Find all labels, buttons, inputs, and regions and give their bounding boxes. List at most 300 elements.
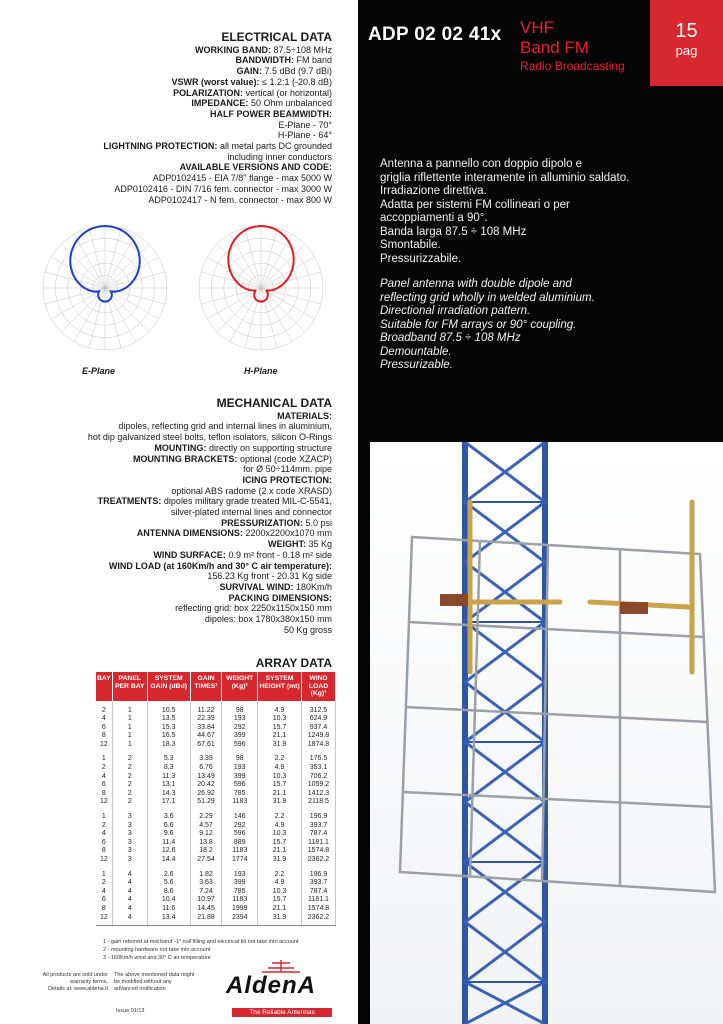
table-cell: 13.49 [190,773,222,782]
icing-value: optional ABS radome (2 x code XRASD) [171,485,332,496]
table-cell: 7.24 [190,888,222,897]
spec-impedance [20,98,332,109]
table-cell: 196.9 [301,871,335,880]
version-3: ADP0102417 - N fem. connector - max 800 W [148,194,332,205]
polar-grid-spoke [245,288,261,348]
table-cell: 1574.8 [301,905,335,914]
spec-value: 0.9 m² front - 0.18 m² side [228,549,332,560]
table-cell: 1181.1 [301,839,335,848]
table-cell: 399 [222,773,258,782]
spec-wind-load [20,561,332,572]
desc-it-line: accoppiamenti a 90°. [380,212,488,224]
table-cell: 21.1 [258,847,302,856]
spec-label: WEIGHT: [267,539,306,550]
col-header: PANEL PER BAY [112,672,147,701]
table-row [96,822,336,831]
table-cell: 1412.3 [301,790,335,799]
table-row [96,732,336,741]
polar-grid-spoke [89,288,105,348]
table-cell: 11.22 [190,707,222,716]
table-cell: 13.8 [190,839,222,848]
table-cell: 1774 [222,856,258,865]
table-cell: 15.7 [258,896,302,905]
spec-label: AVAILABLE VERSIONS AND CODE: [179,162,332,173]
table-row [96,896,336,905]
spec-wind-surface [20,550,332,561]
table-cell: 292 [222,822,258,831]
table-cell: 6 [96,724,112,733]
polar-grid-spoke [261,288,315,319]
table-cell: 1181.1 [301,896,335,905]
polar-grid-spoke [261,288,292,342]
table-row [96,707,336,716]
table-cell: 393.7 [301,879,335,888]
table-cell: 11.4 [147,839,190,848]
e-plane-pattern [40,220,170,365]
table-cell: 1183 [222,798,258,807]
note: 1 - gain referred at mid band -1° null filling and electrical tilt not take into account [103,939,299,945]
table-cell: 1999 [222,905,258,914]
table-cell: 18.3 [147,741,190,750]
spec-label: WORKING BAND: [195,44,271,55]
table-row [96,847,336,856]
table-cell: 16.5 [147,732,190,741]
table-row [96,830,336,839]
desc-en-line: Broadband 87.5 ÷ 108 MHz [380,332,521,344]
table-cell: 1183 [222,847,258,856]
polar-grid-spoke [207,257,261,288]
table-cell: 2 [112,798,147,807]
table-cell: 596 [222,830,258,839]
table-cell: 9.12 [190,830,222,839]
table-row [96,879,336,888]
col-header: WIND LOAD (Kg)³ [301,672,335,701]
warranty-line: All products are sold under [42,972,108,978]
polar-grid-spoke [51,288,105,319]
table-cell: 13.1 [147,781,190,790]
table-cell: 98 [222,707,258,716]
spec-value: 7.5 dBd (9.7 dBi) [264,66,332,77]
spec-value: directly on supporting structure [208,442,332,453]
spec-pressurization [20,518,332,529]
desc-en-line: Pressurizable. [380,359,453,371]
polar-grid-spoke [207,288,261,319]
spec-label: TREATMENTS: [97,496,162,507]
spec-label: MATERIALS: [277,410,332,421]
page-number-box [650,0,723,86]
table-cell: 596 [222,781,258,790]
desc-it-line: Pressurizzabile. [380,252,462,265]
note: 2 - mounting hardware not take into account [103,947,211,953]
spec-materials [20,411,332,422]
polar-grid-spoke [74,288,105,342]
polar-grid-spoke [245,228,261,288]
table-cell: 18.2 [190,847,222,856]
packing-2: dipoles: box 1780x380x150 mm [204,614,332,625]
table-cell: 14.45 [190,905,222,914]
polar-grid-spoke [217,244,261,288]
table-cell: 4.9 [258,822,302,831]
warranty-line: Details at: www.aldena.it [48,986,108,992]
spec-value: vertical (or horizontal) [245,87,332,98]
spec-label: LIGHTNING PROTECTION: [103,141,218,152]
table-cell: 624.9 [301,715,335,724]
desc-en-line: Directional irradiation pattern. [380,305,531,317]
table-cell: 1183 [222,896,258,905]
spec-treatments [20,496,332,507]
table-cell: 2394 [222,914,258,926]
spec-label: POLARIZATION: [173,87,243,98]
table-cell: 21.88 [190,914,222,926]
table-cell: 4 [112,905,147,914]
spec-value: optional (code XZACP) [239,453,332,464]
spec-polarization [20,88,332,99]
spec-icing [20,475,332,486]
table-row [96,856,336,865]
table-cell: 17.1 [147,798,190,807]
spec-weight [20,539,332,550]
polar-grid-spoke [105,244,149,288]
antenna-photo [370,442,723,1024]
desc-en-line: Demountable. [380,345,452,358]
table-cell: 10.97 [190,896,222,905]
table-cell: 8.6 [147,888,190,897]
materials-2: hot dip galvanized steel bolts, teflon isolators, silicon O-Rings [87,432,332,443]
table-cell: 10.3 [258,830,302,839]
table-row [96,888,336,897]
table-cell: 31.9 [258,798,302,807]
table-cell: 4 [112,914,147,926]
spec-label: WIND SURFACE: [153,549,226,560]
spec-beamwidth-e: E-Plane - 70° [278,119,332,130]
spec-beamwidth-h: H-Plane - 64° [277,130,332,141]
version-2: ADP0102416 - DIN 7/16 fem. connector - max 3000 W [114,183,332,194]
table-cell: 6 [96,839,112,848]
table-cell: 2 [96,822,112,831]
spec-vswr [20,77,332,88]
array-header-row [96,672,336,701]
spec-label: ANTENNA DIMENSIONS: [136,528,243,539]
table-cell: 706.2 [301,773,335,782]
polar-grid-spoke [261,288,277,348]
col-header: SYSTEM GAIN (dBd) [147,672,190,701]
polar-grid-spoke [105,288,136,342]
table-cell: 4.9 [258,879,302,888]
desc-it-line: Irradiazione direttiva. [380,185,487,197]
spec-value: 50 Ohm unbalanced [250,98,332,109]
table-cell: 1874.8 [301,741,335,750]
table-row [96,724,336,733]
table-cell: 2362.2 [301,914,335,926]
table-cell: 20.42 [190,781,222,790]
table-cell: 176.5 [301,755,335,764]
table-cell: 14.3 [147,790,190,799]
table-cell: 13.5 [147,715,190,724]
table-cell: 2 [112,781,147,790]
note: 3 - 160Km/h wind and 30° C air temperature [103,955,211,961]
table-cell: 12 [96,914,112,926]
desc-it-line: Banda larga 87.5 ÷ 108 MHz [380,225,527,238]
spec-brackets [20,454,332,465]
issue-label: Issue 01/13 [116,1008,145,1014]
logo-tagline: The Reliable Antennas [232,1008,332,1017]
modification-line: The above mentioned data might [114,972,195,978]
table-cell: 2118.5 [301,798,335,807]
col-header: GAIN TIMES¹ [190,672,222,701]
spec-bandwidth [20,55,332,66]
spec-label: SURVIVAL WIND: [219,581,294,592]
table-cell: 2 [112,790,147,799]
e-plane-label: E-Plane [82,366,116,376]
table-row [96,839,336,848]
spec-value: ≤ 1.2:1 (-20.8 dB) [262,76,332,87]
table-row [96,781,336,790]
h-plane-label: H-Plane [244,366,278,376]
logo-wordmark: AldenA [226,972,316,999]
table-cell: 27.54 [190,856,222,865]
table-cell: 4 [112,879,147,888]
col-header: BAY [96,672,112,701]
h-plane-polar-chart [196,220,326,365]
table-cell: 12 [96,798,112,807]
table-cell: 1059.2 [301,781,335,790]
band-line-3: Radio Broadcasting [520,59,625,73]
desc-en-line: Suitable for FM arrays or 90° coupling. [380,318,577,331]
spec-label: MOUNTING BRACKETS: [132,453,238,464]
col-header: WEIGHT (Kg)² [222,672,258,701]
spec-beamwidth [20,109,332,120]
table-cell: 193 [222,871,258,880]
modification-line: be modified without any [114,979,172,985]
table-cell: 15.7 [258,724,302,733]
table-cell: 312.5 [301,707,335,716]
polar-grid-spoke [105,228,121,288]
description-italian [380,158,710,266]
table-cell: 21.1 [258,732,302,741]
desc-it-line: Smontabile. [380,239,441,251]
modification-line: advanced notification [114,986,166,992]
table-cell: 1574.8 [301,847,335,856]
table-cell: 292 [222,724,258,733]
table-cell: 98 [222,755,258,764]
packing-3: 50 Kg gross [283,624,332,635]
spec-label: PRESSURIZATION: [221,517,303,528]
version-1: ADP0102415 - EIA 7/8" flange - max 5000 W [152,173,332,184]
table-cell: 6.76 [190,764,222,773]
table-cell: 393.7 [301,822,335,831]
mechanical-title: MECHANICAL DATA [216,396,332,410]
table-cell: 15.7 [258,781,302,790]
table-cell: 67.61 [190,741,222,750]
table-cell: 1249.8 [301,732,335,741]
table-row [96,741,336,750]
table-cell: 2 [112,764,147,773]
polar-grid-spoke [230,288,261,342]
spec-lightning [20,141,332,152]
table-cell: 6.6 [147,822,190,831]
spec-label: BANDWIDTH: [235,55,294,66]
table-cell: 1 [96,755,112,764]
table-cell: 937.4 [301,724,335,733]
table-cell: 31.9 [258,741,302,750]
table-cell: 2.2 [258,755,302,764]
table-cell: 2.29 [190,813,222,822]
table-cell: 4.57 [190,822,222,831]
table-cell: 785 [222,888,258,897]
table-cell: 3 [112,856,147,865]
table-cell: 5.3 [147,755,190,764]
spec-label: MOUNTING: [154,442,207,453]
table-cell: 785 [222,790,258,799]
table-cell: 3 [112,839,147,848]
table-cell: 12 [96,856,112,865]
spec-mounting [20,443,332,454]
modification-note [114,972,214,993]
polar-grid-spoke [105,234,136,288]
table-cell: 4 [96,773,112,782]
array-table [96,672,336,926]
table-cell: 3 [112,813,147,822]
col-header: SYSTEM HEIGHT (mt) [258,672,302,701]
table-cell: 10.3 [258,888,302,897]
spec-survival [20,582,332,593]
table-cell: 4 [112,871,147,880]
table-cell: 9.6 [147,830,190,839]
table-cell: 4 [112,896,147,905]
table-cell: 11.6 [147,905,190,914]
array-title: ARRAY DATA [255,656,332,670]
polar-grid-spoke [74,234,105,288]
table-row [96,773,336,782]
table-row [96,871,336,880]
desc-it-line: Antenna a pannello con doppio dipolo e [380,158,583,170]
table-cell: 26.92 [190,790,222,799]
polar-grid-spoke [261,257,315,288]
table-row [96,914,336,926]
polar-grid-spoke [261,228,277,288]
spec-label: GAIN: [236,66,262,77]
e-plane-polar-chart [40,220,170,365]
treatments-2: silver-plated internal lines and connector [170,507,332,518]
table-cell: 3.63 [190,879,222,888]
spec-label: VSWR (worst value): [171,76,260,87]
table-cell: 2.2 [258,813,302,822]
table-cell: 4 [96,888,112,897]
table-cell: 889 [222,839,258,848]
table-cell: 51.29 [190,798,222,807]
table-cell: 353.1 [301,764,335,773]
table-cell: 6 [96,781,112,790]
packing-1: reflecting grid: box 2250x1150x150 mm [175,603,332,614]
table-cell: 4.9 [258,764,302,773]
table-cell: 8 [96,847,112,856]
desc-en-line: Panel antenna with double dipole and [380,278,572,290]
table-cell: 13.4 [147,914,190,926]
desc-it-line: griglia riflettente interamente in alluminio saldato. [380,171,630,184]
spec-dimensions [20,528,332,539]
polar-grid-spoke [105,288,121,348]
table-cell: 1 [112,707,147,716]
desc-it-line: Adatta per sistemi FM collineari o per [380,198,570,211]
table-cell: 193 [222,764,258,773]
band-line-1: VHF [520,18,554,37]
table-cell: 2.6 [147,871,190,880]
spec-value: dipoles military grade treated MIL-C-5541, [163,496,332,507]
table-cell: 2 [96,764,112,773]
spec-value: 5.0 psi [305,517,332,528]
band-line-2: Band FM [520,38,589,57]
table-cell: 399 [222,732,258,741]
table-row [96,764,336,773]
page-number: 15 [675,20,698,42]
table-cell: 4 [96,715,112,724]
electrical-title: ELECTRICAL DATA [221,30,332,44]
table-cell: 1 [112,715,147,724]
table-cell: 31.9 [258,914,302,926]
table-row [96,755,336,764]
table-row [96,715,336,724]
spec-label: WIND LOAD (at 160Km/h and 30° C air temperature): [108,560,332,571]
spec-label: HALF POWER BEAMWIDTH: [210,108,332,119]
table-cell: 1 [112,732,147,741]
wind-load-value: 156.23 Kg front - 20.31 Kg side [207,571,332,582]
array-body [96,701,336,926]
table-cell: 4 [112,888,147,897]
warranty-line: warranty terms. [70,979,108,985]
table-cell: 22.39 [190,715,222,724]
brackets-2: for Ø 50÷114mm. pipe [243,464,332,475]
table-cell: 146 [222,813,258,822]
warranty-note [30,972,108,993]
spec-label: ICING PROTECTION: [242,474,332,485]
table-cell: 12.6 [147,847,190,856]
table-cell: 1 [112,724,147,733]
table-cell: 3.39 [190,755,222,764]
table-cell: 44.67 [190,732,222,741]
table-cell: 10.4 [147,896,190,905]
table-cell: 787.4 [301,888,335,897]
table-cell: 10.3 [258,773,302,782]
table-cell: 2.2 [258,871,302,880]
model-title: ADP 02 02 41x [368,24,502,45]
table-cell: 21.1 [258,790,302,799]
table-cell: 8 [96,790,112,799]
table-cell: 12 [96,741,112,750]
table-cell: 8 [96,905,112,914]
polar-grid-spoke [45,288,105,304]
table-cell: 14.4 [147,856,190,865]
table-cell: 1.82 [190,871,222,880]
table-cell: 8.3 [147,764,190,773]
table-cell: 10.5 [147,707,190,716]
polar-grid-spoke [89,228,105,288]
table-cell: 1 [96,871,112,880]
spec-working-band [20,45,332,56]
table-cell: 4 [96,830,112,839]
band-info [520,18,625,74]
table-row [96,798,336,807]
spec-label: PACKING DIMENSIONS: [228,592,332,603]
spec-gain [20,66,332,77]
page-label: pag [675,43,698,58]
table-cell: 787.4 [301,830,335,839]
spec-value: 87.5÷108 MHz [273,44,332,55]
spec-value: 2200x2200x1070 mm [245,528,332,539]
spec-lightning-2: including inner conductors [227,151,332,162]
table-cell: 4.9 [258,707,302,716]
table-cell: 6 [96,896,112,905]
mechanical-data [20,398,332,635]
